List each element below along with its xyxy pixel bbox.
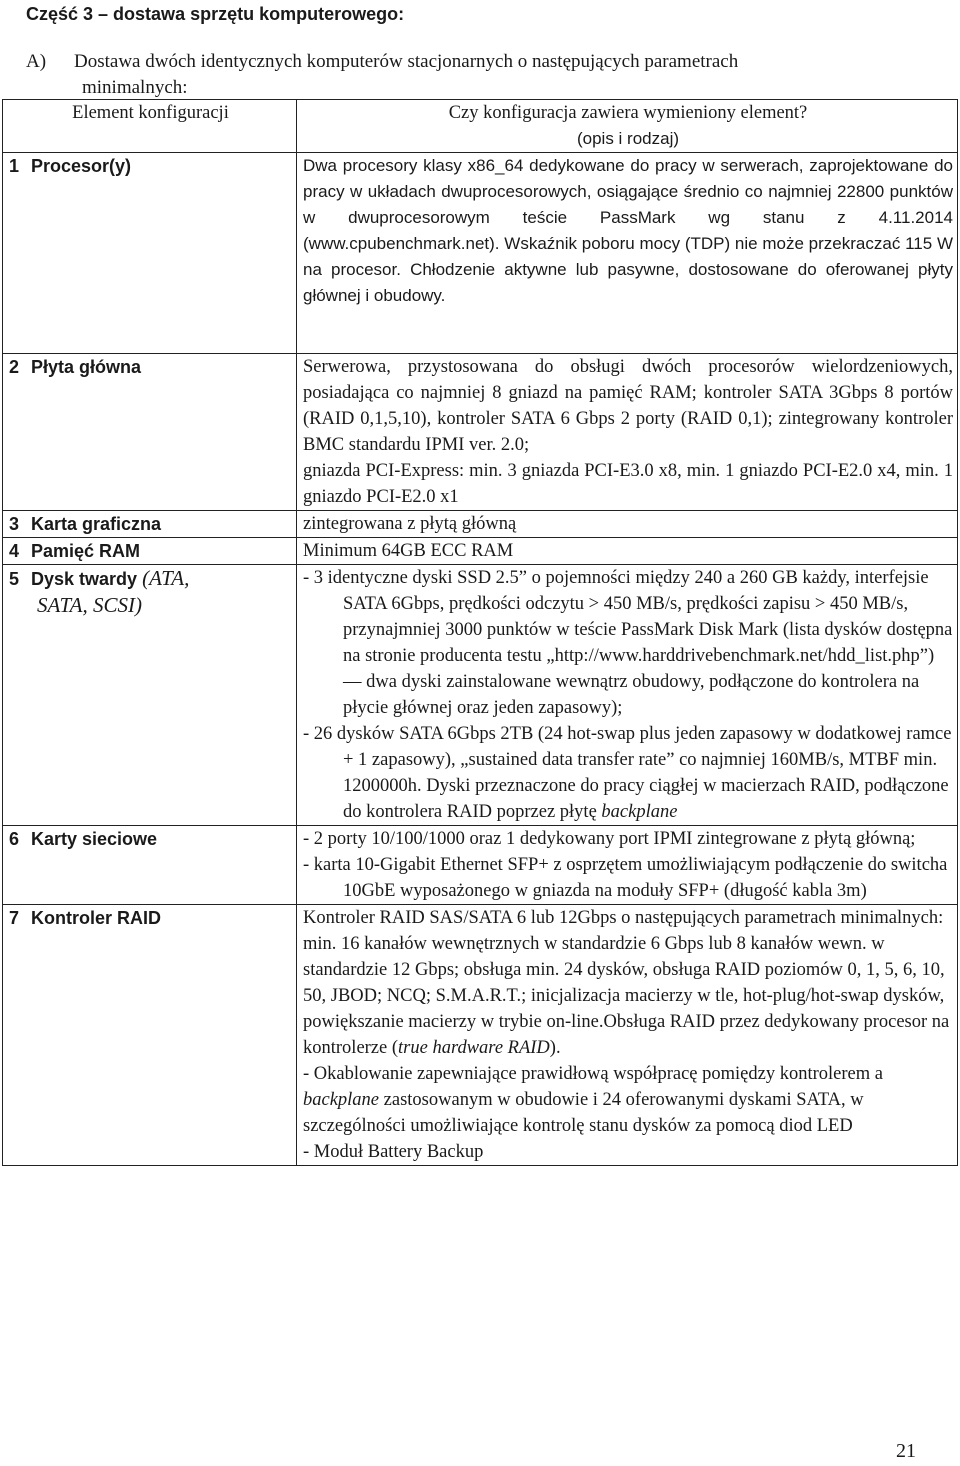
header-description — [297, 100, 958, 153]
component-cell — [3, 826, 297, 905]
section-heading: Część 3 – dostawa sprzętu komputerowego: — [26, 4, 405, 24]
table-row — [3, 565, 958, 826]
component-cell — [3, 565, 297, 826]
description-cell — [297, 153, 958, 354]
row-number: 4 — [9, 541, 20, 561]
raid-paragraph-1-text: Kontroler RAID SAS/SATA 6 lub 12Gbps o następujących parametrach minimalnych: min. 16 kanałów wewnętrznych w standardzie 6 Gbps lub 8 kanałów wewn. w standardzie 12 Gbps; obsługa min. 24 dysków, obsługa RAID poziomów 0, 1, 5, 6, 10, 50, JBOD; NCQ; S.M.A.R.T.; inicjalizacja macierzy w tle, hot-plug/hot-swap dysków, powiększanie macierzy w trybie on-line.Obsługa RAID przez dedykowany procesor na kontrolerze ( — [303, 908, 950, 1058]
description-cell — [297, 354, 958, 511]
table-row — [3, 511, 958, 538]
component-cell — [3, 354, 297, 511]
component-name: Kontroler RAID — [31, 908, 161, 928]
row-number: 5 — [9, 569, 20, 589]
table-header-row — [3, 100, 958, 153]
component-name: Procesor(y) — [31, 156, 132, 176]
page-number: 21 — [896, 1440, 916, 1462]
component-name-detail-2: SATA, SCSI) — [37, 593, 142, 617]
raid-paragraph-2-text: - Okablowanie zapewniające prawidłową współpracę pomiędzy kontrolerem a — [303, 1064, 883, 1084]
intro-line-1: Dostawa dwóch identycznych komputerów stacjonarnych o następujących parametrach — [74, 51, 739, 72]
network-item-2: - karta 10-Gigabit Ethernet SFP+ z osprzętem umożliwiającym podłączenie do switcha 10GbE wyposażonego w gniazda na moduły SFP+ (długość kabla 3m) — [303, 855, 948, 901]
table-row — [3, 538, 958, 565]
list-marker: A) — [26, 51, 47, 72]
description-text: Minimum 64GB ECC RAM — [303, 541, 514, 561]
raid-paragraph-2-end: zastosowanym w obudowie i 24 oferowanymi dyskami SATA, w szczególności umożliwiające kontrolę stanu dysków za pomocą diod LED — [303, 1090, 864, 1136]
component-name: Karty sieciowe — [31, 829, 158, 849]
description-cell — [297, 905, 958, 1166]
disk-item-2 — [303, 721, 953, 825]
header-description-line-2: (opis i rodzaj) — [576, 129, 680, 148]
disk-item-2-text: - 26 dysków SATA 6Gbps 2TB (24 hot-swap plus jeden zapasowy w dodatkowej ramce + 1 zapasowy), „sustained data transfer rate” co najmniej 160MB/s, MTBF min. 1200000h. Dyski przeznaczone do pracy ciągłej w macierzach RAID, podłączone do kontrolera RAID poprzez płytę — [303, 724, 952, 822]
header-element: Element konfiguracji — [3, 100, 297, 153]
description-text-2: gniazda PCI-Express: min. 3 gniazda PCI-E3.0 x8, min. 1 gniazdo PCI-E2.0 x4, min. 1 gniazdo PCI-E2.0 x1 — [303, 461, 953, 507]
description-text: Dwa procesory klasy x86_64 dedykowane do pracy w serwerach, zaprojektowane do pracy w układach dwuprocesorowych, osiągające średnio co najmniej 22800 punktów w dwuprocesorowym teście PassMark wg stanu z 4.11.2014 (www.cpubenchmark.net). Wskaźnik poboru mocy (TDP) nie może przekraczać 115 W na procesor. Chłodzenie aktywne lub pasywne, dostosowane do oferowanej płyty głównej i obudowy. — [303, 156, 953, 305]
raid-paragraph-2-italic: backplane — [303, 1090, 380, 1110]
description-text: Serwerowa, przystosowana do obsługi dwóch procesorów wielordzeniowych, posiadająca co najmniej 8 gniazd na pamięć RAM; kontroler SATA 3Gbps 8 portów (RAID 0,1,5,10), kontroler SATA 6 Gbps 2 porty (RAID 0,1); zintegrowany kontroler BMC standardu IPMI ver. 2.0; — [303, 357, 953, 455]
component-cell — [3, 153, 297, 354]
component-name: Płyta główna — [31, 357, 142, 377]
raid-paragraph-2 — [303, 1061, 953, 1139]
spec-table — [2, 99, 958, 1166]
raid-paragraph-1-end: ). — [549, 1038, 561, 1058]
component-cell — [3, 511, 297, 538]
table-row — [3, 153, 958, 354]
table-row — [3, 354, 958, 511]
raid-paragraph-1-italic: true hardware RAID — [398, 1038, 550, 1058]
row-number: 1 — [9, 156, 20, 176]
row-number: 2 — [9, 357, 20, 377]
raid-paragraph-3: - Moduł Battery Backup — [303, 1142, 484, 1162]
description-cell — [297, 538, 958, 565]
component-cell — [3, 538, 297, 565]
disk-item-1: - 3 identyczne dyski SSD 2.5” o pojemności między 240 a 260 GB każdy, interfejsie SATA 6Gbps, prędkości odczytu > 450 MB/s, prędkości zapisu > 450 MB/s, przynajmniej 3000 punktów w teście PassMark Disk Mark (lista dysków dostępna na stronie producenta testu „http://www.harddrivebenchmark.net/hdd_list.php”) — dwa dyski zainstalowane wewnątrz obudowy, podłączone do kontrolera na płycie głównej oraz jeden zapasowy); — [303, 568, 953, 718]
raid-paragraph-1 — [303, 905, 953, 1061]
component-cell — [3, 905, 297, 1166]
description-text: zintegrowana z płytą główną — [303, 514, 517, 534]
intro-line-2: minimalnych: — [82, 77, 188, 98]
row-number: 7 — [9, 908, 20, 928]
component-name: Dysk twardy — [31, 569, 138, 589]
header-description-line-1: Czy konfiguracja zawiera wymieniony element? — [448, 103, 808, 123]
description-cell — [297, 565, 958, 826]
disk-item-2-italic: backplane — [601, 802, 678, 822]
row-number: 6 — [9, 829, 20, 849]
component-name: Karta graficzna — [31, 514, 162, 534]
network-item-1: - 2 porty 10/100/1000 oraz 1 dedykowany port IPMI zintegrowane z płytą główną; — [303, 829, 916, 849]
row-number: 3 — [9, 514, 20, 534]
description-cell — [297, 511, 958, 538]
description-cell — [297, 826, 958, 905]
table-row — [3, 826, 958, 905]
intro-paragraph — [26, 49, 926, 101]
component-name: Pamięć RAM — [31, 541, 141, 561]
component-name-detail-1: (ATA, — [142, 566, 190, 590]
table-row — [3, 905, 958, 1166]
